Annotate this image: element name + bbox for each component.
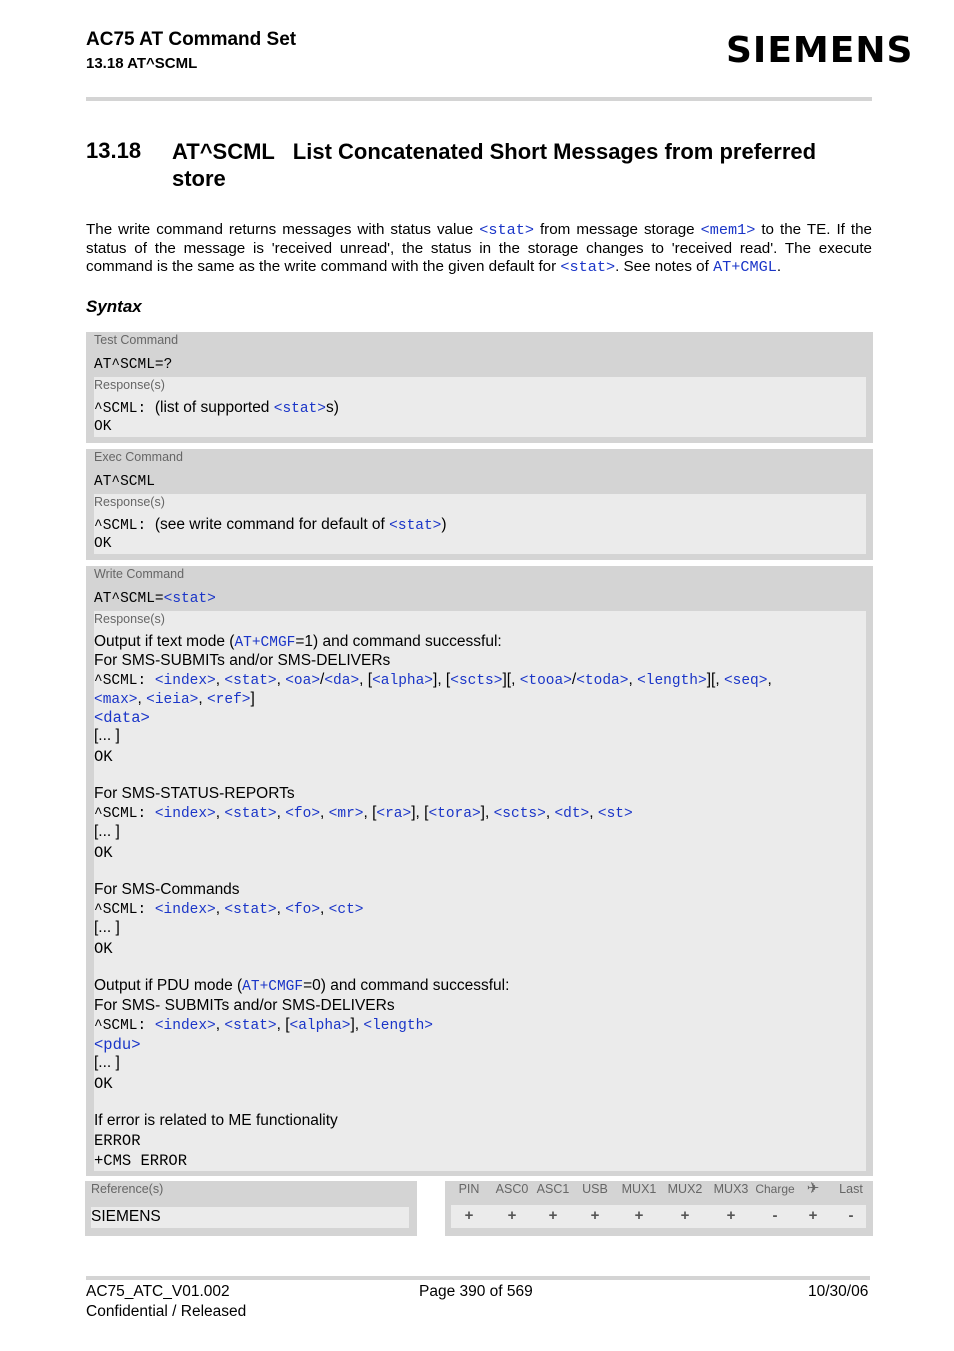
pdu-submits-heading: For SMS- SUBMITs and/or SMS-DELIVERs [94, 997, 395, 1014]
section-number: 13.18 [86, 138, 142, 163]
ellipsis: [... ] [94, 919, 120, 936]
ok-text: OK [94, 748, 113, 766]
column-header: ASC0 [495, 1182, 529, 1196]
availability-value: + [464, 1207, 474, 1224]
ellipsis: [... ] [94, 823, 120, 840]
column-header: PIN [458, 1182, 480, 1196]
write-command: AT^SCML=<stat> [94, 591, 216, 607]
test-command-label: Test Command [94, 333, 179, 347]
cmgl-link[interactable]: AT+CMGL [713, 258, 777, 276]
cms-error-text: +CMS ERROR [94, 1152, 188, 1170]
test-response-line: ^SCML: (list of supported <stat>s) [94, 399, 339, 417]
syntax-heading: Syntax [86, 297, 142, 316]
exec-command-box [86, 449, 873, 560]
ok-text: OK [94, 1075, 113, 1093]
column-header: MUX1 [621, 1182, 657, 1196]
pdu-param[interactable]: <pdu> [94, 1036, 141, 1054]
stat-link[interactable]: <stat> [163, 591, 216, 607]
ok-text: OK [94, 940, 113, 958]
submits-format-line1: ^SCML: <index>, <stat>, <oa>/<da>, [<alpha>], [<scts>][, <tooa>/<toda>, <length>][, <seq>, [94, 671, 772, 689]
sms-commands-heading: For SMS-Commands [94, 881, 240, 898]
intro-paragraph: The write command returns messages with status value <stat> from message storage <mem1> to the TE. If the status of the message is 'received unread', the status in the storage changes to 'received read'. The execute command is the same as the write command with the given default for <stat>. See notes of AT+CMGL. [86, 221, 873, 276]
error-heading: If error is related to ME functionality [94, 1112, 338, 1129]
response-label: Response(s) [94, 378, 165, 392]
footer-divider [86, 1276, 870, 1280]
stat-link[interactable]: <stat> [273, 401, 326, 417]
status-reports-format: ^SCML: <index>, <stat>, <fo>, <mr>, [<ra>], [<tora>], <scts>, <dt>, <st> [94, 804, 633, 822]
column-header: MUX2 [667, 1182, 703, 1196]
pdu-mode-line: Output if PDU mode (AT+CMGF=0) and command successful: [94, 977, 510, 995]
test-command: AT^SCML=? [94, 357, 173, 373]
mem1-link[interactable]: <mem1> [700, 221, 756, 239]
document-title: AC75 AT Command Set [86, 29, 297, 50]
pdu-format: ^SCML: <index>, <stat>, [<alpha>], <length> [94, 1016, 433, 1034]
availability-value: - [772, 1207, 778, 1224]
column-header: MUX3 [713, 1182, 749, 1196]
reference-value: SIEMENS [91, 1208, 161, 1225]
footer-page-number: Page 390 of 569 [419, 1283, 533, 1300]
exec-response-line: ^SCML: (see write command for default of <stat>) [94, 516, 447, 534]
data-param[interactable]: <data> [94, 709, 150, 727]
availability-value: + [680, 1207, 690, 1224]
column-header: ASC1 [536, 1182, 570, 1196]
exec-response-panel [94, 494, 866, 554]
response-label: Response(s) [94, 612, 165, 626]
section-title: AT^SCML List Concatenated Short Messages from preferred store [172, 139, 823, 191]
availability-value: + [590, 1207, 600, 1224]
stat-link[interactable]: <stat> [560, 258, 616, 276]
test-command-box [86, 332, 873, 443]
ellipsis: [... ] [94, 727, 120, 744]
footer-status: Confidential / Released [86, 1303, 247, 1320]
ok-text: OK [94, 536, 112, 552]
write-command-label: Write Command [94, 567, 185, 581]
availability-value: + [548, 1207, 558, 1224]
availability-table [445, 1181, 873, 1236]
reference-box [85, 1181, 417, 1236]
header-divider [86, 97, 872, 101]
status-reports-heading: For SMS-STATUS-REPORTs [94, 785, 295, 802]
test-response-panel [94, 377, 866, 437]
exec-command-label: Exec Command [94, 450, 183, 464]
availability-value: + [726, 1207, 736, 1224]
cmgf-link[interactable]: AT+CMGF [242, 979, 304, 995]
response-label: Response(s) [94, 495, 165, 509]
availability-value-row [451, 1205, 866, 1228]
write-response-panel [94, 611, 866, 1171]
column-header: Charge [755, 1182, 795, 1196]
submits-format-line2: <max>, <ieia>, <ref>] [94, 690, 255, 708]
stat-link[interactable]: <stat> [389, 518, 442, 534]
availability-value: + [634, 1207, 644, 1224]
column-header: Last [839, 1182, 863, 1196]
reference-value-panel [91, 1207, 409, 1228]
ok-text: OK [94, 419, 112, 435]
footer-doc-id: AC75_ATC_V01.002 [86, 1283, 230, 1300]
availability-value: + [507, 1207, 517, 1224]
ellipsis: [... ] [94, 1054, 120, 1071]
stat-link[interactable]: <stat> [479, 221, 534, 239]
ok-text: OK [94, 844, 113, 862]
footer-date: 10/30/06 [808, 1283, 869, 1300]
submits-heading: For SMS-SUBMITs and/or SMS-DELIVERs [94, 652, 391, 669]
text-mode-line: Output if text mode (AT+CMGF=1) and command successful: [94, 633, 502, 651]
availability-value: + [808, 1207, 818, 1224]
airplane-icon: ✈ [806, 1180, 820, 1197]
cmgf-link[interactable]: AT+CMGF [234, 635, 296, 651]
sms-commands-format: ^SCML: <index>, <stat>, <fo>, <ct> [94, 900, 364, 918]
siemens-logo: SIEMENS [726, 30, 914, 71]
document-section-ref: 13.18 AT^SCML [86, 55, 198, 72]
error-text: ERROR [94, 1132, 141, 1150]
reference-label: Reference(s) [91, 1182, 164, 1196]
availability-value: - [848, 1207, 854, 1224]
column-header: USB [582, 1182, 608, 1196]
write-command-box [86, 566, 873, 1176]
exec-command: AT^SCML [94, 474, 155, 490]
